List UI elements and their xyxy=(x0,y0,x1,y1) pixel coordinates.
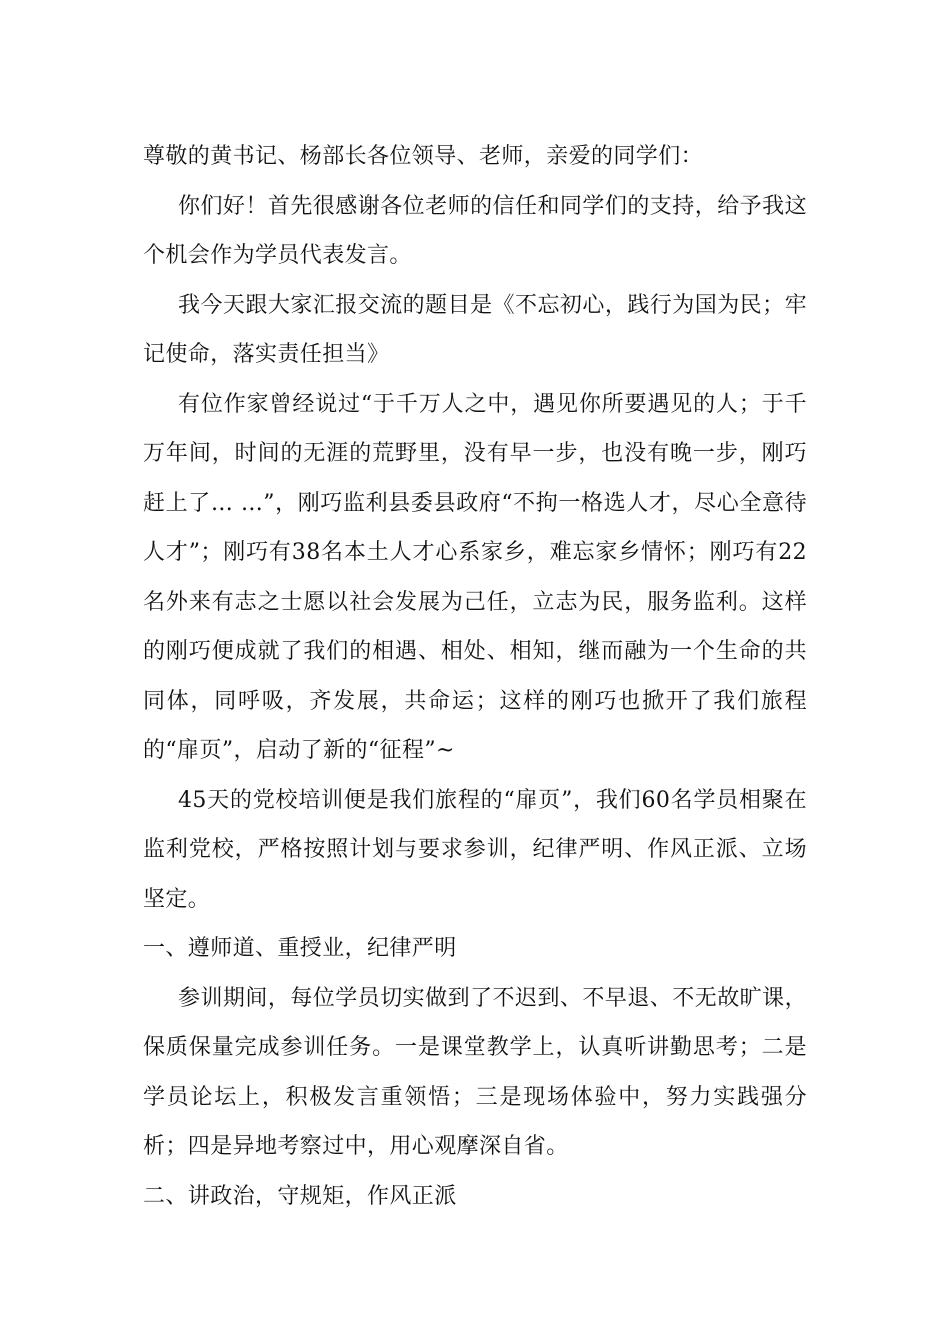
paragraph-quote: 有位作家曾经说过“于千万人之中，遇见你所要遇见的人；于千万年间，时间的无涯的荒野里，没有早一步，也没有晚一步，刚巧赶上了… …”，刚巧监利县委县政府“不拘一格选人才，尽心全意待人才”；刚巧有38名本土人才心系家乡，难忘家乡情怀；刚巧有22名外来有志之士愿以社会发展为己任，立志为民，服务监利。这样的刚巧便成就了我们的相遇、相处、相知，继而融为一个生命的共同体，同呼吸，齐发展，共命运；这样的刚巧也掀开了我们旅程的“扉页”，启动了新的“征程”~ xyxy=(143,391,807,763)
paragraph-greeting: 你们好！首先很感谢各位老师的信任和同学们的支持，给予我这个机会作为学员代表发言。 xyxy=(143,193,807,268)
paragraph-topic: 我今天跟大家汇报交流的题目是《不忘初心，践行为国为民；牢记使命，落实责任担当》 xyxy=(143,292,807,367)
section-heading-2: 二、讲政治，守规矩，作风正派 xyxy=(143,1183,457,1209)
salutation: 尊敬的黄书记、杨部长各位领导、老师，亲爱的同学们： xyxy=(143,144,704,169)
paragraph-training: 45天的党校培训便是我们旅程的“扉页”，我们60名学员相聚在监利党校，严格按照计划与要求参训，纪律严明、作风正派、立场坚定。 xyxy=(143,787,807,912)
document-body xyxy=(143,132,807,1221)
section-heading-1: 一、遵师道、重授业，纪律严明 xyxy=(143,936,457,961)
paragraph-section-1: 参训期间，每位学员切实做到了不迟到、不早退、不无故旷课，保质保量完成参训任务。一是课堂教学上，认真听讲勤思考；二是学员论坛上，积极发言重领悟；三是现场体验中，努力实践强分析；四是异地考察过中，用心观摩深自省。 xyxy=(143,985,807,1159)
